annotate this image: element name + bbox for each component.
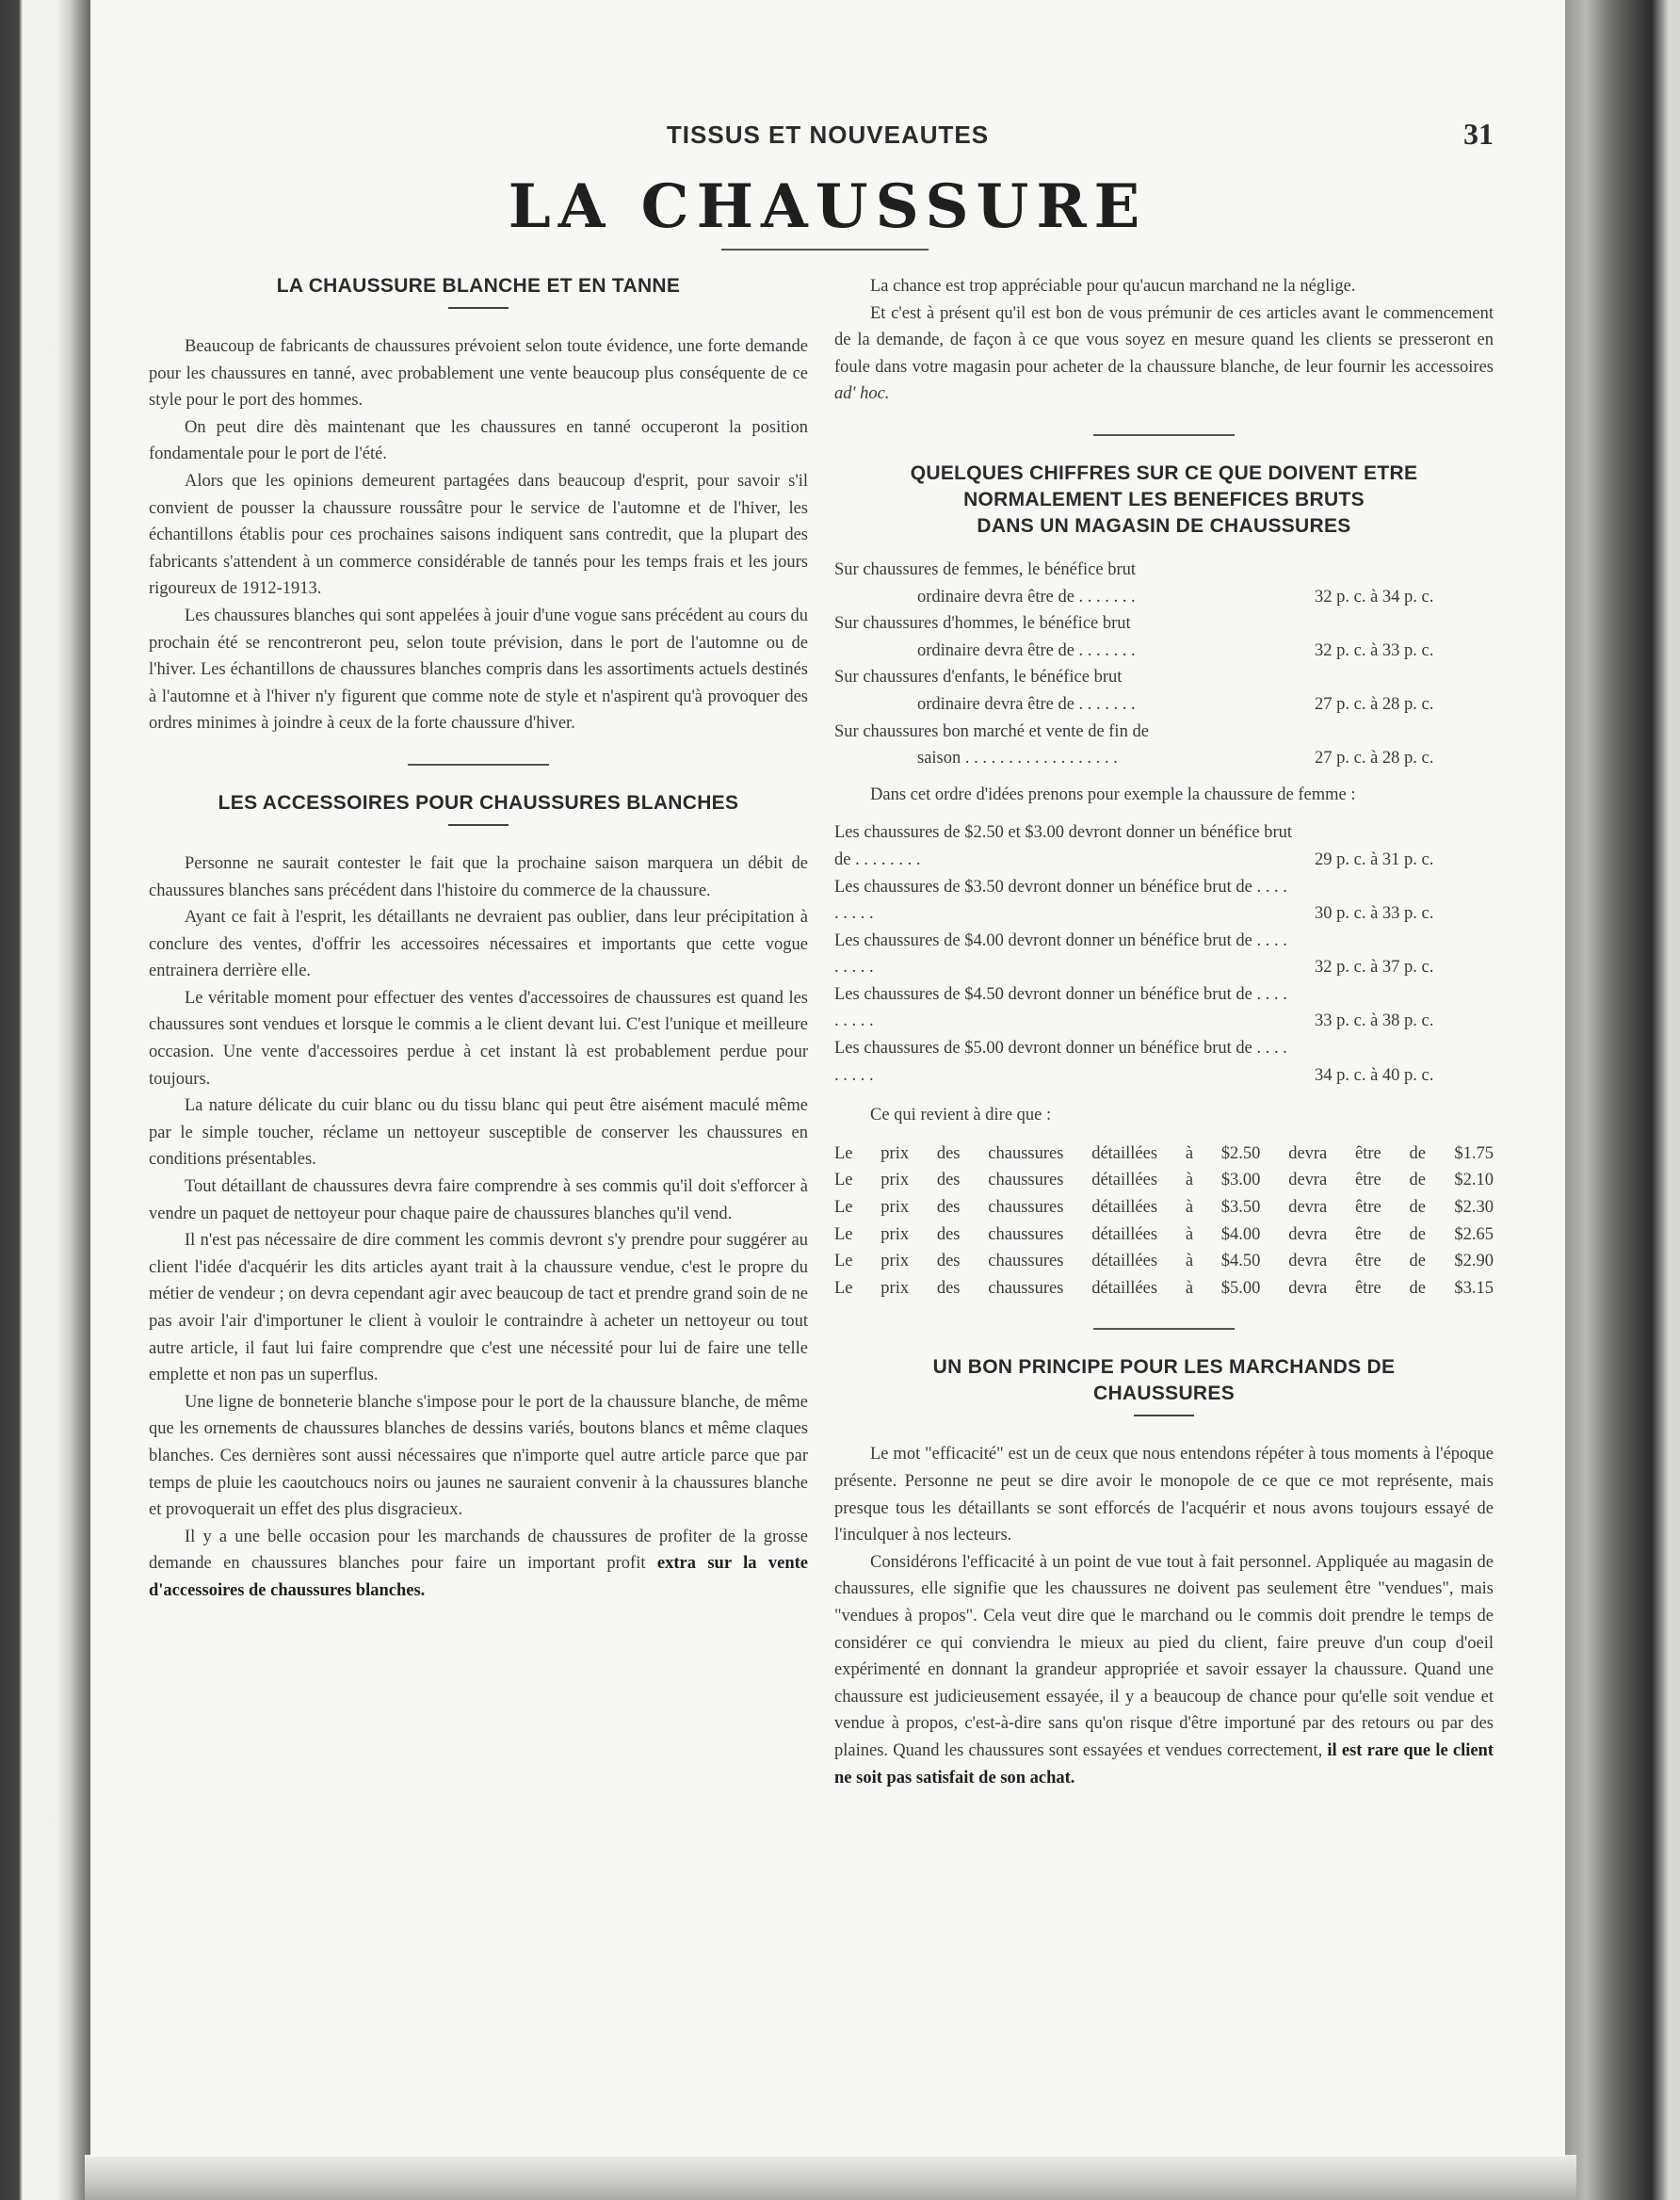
benefit-label: Les chaussures de $2.50 et $3.00 devront donner un bénéfice brut de . . . . . . . . — [834, 823, 1292, 869]
benefit-label: Les chaussures de $4.00 devront donner un bénéfice brut de . . . . . . . . . — [834, 930, 1287, 978]
benefit-label: Sur chaussures bon marché et vente de fin de — [834, 721, 1149, 741]
heading-line: CHAUSSURES — [1092, 1383, 1236, 1405]
section-divider — [1093, 1328, 1235, 1330]
section-heading-bon-principe — [834, 1354, 1494, 1407]
paragraph-bold-text: extra sur la vente d'accessoires de chaussures blanches. — [149, 1554, 808, 1600]
paragraph: Ce qui revient à dire que : — [870, 1106, 1052, 1125]
left-page-edge — [0, 0, 90, 2200]
price-row — [834, 1275, 1494, 1302]
paragraph: On peut dire dès maintenant que les chaussures en tanné occuperont la position fondamentale pour le port de l'été. — [149, 417, 808, 464]
benefit-label-cont: ordinaire devra être de . . . . . . . — [917, 640, 1136, 660]
benefit-value: 33 p. c. à 38 p. c. — [1315, 1011, 1434, 1031]
price-value: $2.10 — [1454, 1171, 1494, 1190]
section-heading-accessoires: LES ACCESSOIRES POUR CHAUSSURES BLANCHES — [218, 791, 739, 814]
section-divider — [1093, 434, 1235, 436]
benefit-label-cont: saison . . . . . . . . . . . . . . . . . . — [917, 749, 1118, 768]
section-heading-chaussure-blanche: LA CHAUSSURE BLANCHE ET EN TANNE — [276, 275, 681, 297]
price-row — [834, 1221, 1494, 1249]
benefit-row — [834, 610, 1494, 664]
heading-line: DANS UN MAGASIN DE CHAUSSURES — [977, 514, 1351, 537]
running-head: TISSUS ET NOUVEAUTES — [666, 121, 990, 149]
benefit-value: 32 p. c. à 33 p. c. — [1315, 640, 1434, 660]
paragraph-text: Et c'est à présent qu'il est bon de vous prémunir de ces articles avant le commencement de la demande, de façon à ce que vous soyez en mesure quand les clients se presseront en foule dans votre magasin pour acheter de la chaussure blanche, de leur fournir les accessoires — [834, 303, 1494, 377]
price-label: Le prix des chaussures détaillées à $3.50 devra être de — [834, 1198, 1426, 1218]
paragraph: La chance est trop appréciable pour qu'aucun marchand ne la néglige. — [870, 277, 1356, 296]
womens-benefit-row — [834, 981, 1494, 1035]
paragraph — [834, 1549, 1494, 1791]
price-row — [834, 1194, 1494, 1221]
womens-benefit-list — [834, 819, 1494, 1089]
price-row — [834, 1167, 1494, 1194]
section-heading-chiffres — [834, 461, 1494, 540]
heading-line: QUELQUES CHIFFRES SUR CE QUE DOIVENT ETRE — [910, 461, 1418, 484]
benefit-value: 27 p. c. à 28 p. c. — [1315, 694, 1434, 714]
section-divider — [408, 764, 549, 766]
paragraph: Il n'est pas nécessaire de dire comment les commis devront s'y prendre pour suggérer au client l'idée d'acquérir les dits articles ayant trait à la chaussure vendue, c'est le propre du métier de vendeur ; on devra cependant agir avec beaucoup de tact et prendre grand soin de ne pas avoir l'air d'importuner le client à vouloir le contraindre à acheter un nettoyeur ou tout autre article, il faut lui faire comprendre que c'est une nécessité pour lui de faire une telle emplette et non pas un superflus. — [149, 1231, 808, 1385]
paragraph: Personne ne saurait contester le fait que la prochaine saison marquera un débit de chaussures blanches sans précédent dans l'histoire du commerce de la chaussure. — [149, 853, 808, 900]
section-rule — [1134, 1415, 1194, 1416]
benefit-value: 27 p. c. à 28 p. c. — [1315, 749, 1434, 768]
paragraph-text: Il y a une belle occasion pour les marchands de chaussures de profiter de la grosse demande en chaussures blanches pour faire un important profit — [149, 1527, 808, 1574]
right-column — [834, 273, 1494, 1791]
paragraph-italic-text: ad' hoc. — [834, 384, 890, 404]
benefit-row — [834, 557, 1494, 610]
benefit-label: Sur chaussures de femmes, le bénéfice brut — [834, 559, 1137, 579]
benefit-label-cont: ordinaire devra être de . . . . . . . — [917, 694, 1136, 714]
paragraph: Le véritable moment pour effectuer des ventes d'accessoires de chaussures est quand les chaussures sont vendues et lorsque le commis a le client devant lui. C'est l'unique et meilleure occasion. Une vente d'accessoires perdue à cet instant là est probablement perdue pour toujours. — [149, 988, 808, 1089]
heading-line: NORMALEMENT LES BENEFICES BRUTS — [963, 488, 1365, 510]
paragraph-bold-text: il est rare que le client ne soit pas satisfait de son achat. — [834, 1740, 1494, 1788]
paragraph: Alors que les opinions demeurent partagées dans beaucoup d'esprit, pour savoir s'il convient de pousser la chaussure roussâtre pour le service de l'automne et de l'hiver, les échantillons établis pour ces prochaines saisons indiquent sans contredit, que la plupart des fabricants s'attendent à un commerce considérable de tannés pour les temps frais et les jours rigoureux de 1912-1913. — [149, 471, 808, 599]
page-number: 31 — [1463, 117, 1494, 151]
paragraph-text: Considérons l'efficacité à un point de vue tout à fait personnel. Appliquée au magasin de chaussures, elle signifie que les chaussures ne doivent pas seulement être "vendues", mais "vendues à propos". Cela veut dire que le marchand ou le commis doit prendre le temps de considérer ce qui conviendra le mieux au pied du client, faire preuve d'un coup d'oeil expérimenté en donnant la grandeur appropriée et savoir essayer la chaussure. Quand une chaussure est judicieusement essayée, il y a beaucoup de chance pour qu'elle soit vendue et vendue à propos, c'est-à-dire sans qu'on risque d'être importuné par des retours ou par des plaines. Quand les chaussures sont essayées et vendues correctement, — [834, 1552, 1494, 1760]
price-value: $1.75 — [1454, 1143, 1494, 1163]
paragraph: Le mot "efficacité" est un de ceux que nous entendons répéter à tous moments à l'époque présente. Personne ne peut se dire avoir le monopole de ce que ce mot représente, mais presque tous les détaillants se sont efforcés de l'acquérir et nous avons toujours essayé de l'inculquer à nos lecteurs. — [834, 1445, 1494, 1545]
benefit-label: Les chaussures de $4.50 devront donner un bénéfice brut de . . . . . . . . . — [834, 984, 1287, 1031]
price-label: Le prix des chaussures détaillées à $5.00 devra être de — [834, 1278, 1426, 1298]
price-row — [834, 1140, 1494, 1168]
title-rule — [721, 249, 929, 251]
benefit-label: Sur chaussures d'enfants, le bénéfice brut — [834, 668, 1123, 688]
paragraph: Les chaussures blanches qui sont appelées à jouir d'une vogue sans précédent au cours du prochain été se rencontreront peu, selon toute prévision, dans le port de l'automne ou de l'hiver. Les échantillons de chaussures blanches compris dans les assortiments actuels destinés à l'automne et à l'hiver n'y figurent que comme note de style et n'aspirent qu'à provoquer des ordres minimes à joindre à ceux de la forte chaussure d'hiver. — [149, 606, 808, 734]
paragraph: Beaucoup de fabricants de chaussures prévoient selon toute évidence, une forte demande pour les chaussures en tanné, avec probablement une vente beaucoup plus conséquente de ce style pour le port des hommes. — [149, 337, 808, 411]
paragraph: Tout détaillant de chaussures devra faire comprendre à ses commis qu'il doit s'efforcer à vendre un paquet de nettoyeur pour chaque paire de chaussures blanches qu'il vend. — [149, 1177, 808, 1223]
womens-benefit-row — [834, 1035, 1494, 1089]
section-rule — [448, 307, 509, 309]
price-value: $2.90 — [1454, 1252, 1494, 1271]
page-title: LA CHAUSSURE — [508, 171, 1148, 242]
book-fore-edge — [1558, 0, 1680, 2200]
paragraph — [834, 300, 1494, 408]
benefit-value: 34 p. c. à 40 p. c. — [1315, 1065, 1434, 1085]
paragraph: Ayant ce fait à l'esprit, les détaillants ne devraient pas oublier, dans leur précipitation à conclure des ventes, d'offrir les accessoires nécessaires et importants que cette vogue entrainera derrière elle. — [149, 908, 808, 981]
benefit-value: 30 p. c. à 33 p. c. — [1315, 904, 1434, 924]
womens-benefit-row — [834, 819, 1494, 873]
price-value: $2.65 — [1454, 1224, 1494, 1244]
benefit-label-cont: ordinaire devra être de . . . . . . . — [917, 587, 1136, 607]
womens-benefit-row — [834, 874, 1494, 928]
price-list — [834, 1140, 1494, 1302]
price-label: Le prix des chaussures détaillées à $4.00 devra être de — [834, 1224, 1426, 1244]
benefit-label: Sur chaussures d'hommes, le bénéfice brut — [834, 614, 1131, 634]
left-column — [149, 273, 808, 1605]
heading-line: UN BON PRINCIPE POUR LES MARCHANDS DE — [932, 1356, 1396, 1379]
womens-benefit-row — [834, 928, 1494, 981]
section-rule — [448, 824, 509, 826]
price-label: Le prix des chaussures détaillées à $4.50 devra être de — [834, 1252, 1426, 1271]
page — [90, 0, 1565, 2157]
benefit-list — [834, 557, 1494, 772]
benefit-value: 32 p. c. à 34 p. c. — [1315, 587, 1434, 607]
benefit-value: 29 p. c. à 31 p. c. — [1315, 849, 1434, 869]
price-value: $3.15 — [1454, 1278, 1494, 1298]
benefit-label: Les chaussures de $5.00 devront donner un bénéfice brut de . . . . . . . . . — [834, 1039, 1287, 1085]
benefit-label: Les chaussures de $3.50 devront donner un bénéfice brut de . . . . . . . . . — [834, 877, 1287, 924]
benefit-value: 32 p. c. à 37 p. c. — [1315, 958, 1434, 978]
price-row — [834, 1248, 1494, 1275]
paragraph — [149, 1524, 808, 1605]
paragraph: Dans cet ordre d'idées prenons pour exemple la chaussure de femme : — [870, 785, 1356, 804]
price-label: Le prix des chaussures détaillées à $2.50 devra être de — [834, 1143, 1426, 1163]
price-value: $2.30 — [1454, 1198, 1494, 1218]
benefit-row — [834, 719, 1494, 772]
benefit-row — [834, 664, 1494, 718]
paragraph: Une ligne de bonneterie blanche s'impose pour le port de la chaussure blanche, de même que les ornements de chaussures blanches de dessins variés, boutons blancs et même claques blanches. Ces dernières sont aussi nécessaires que n'importe quel autre article parce que par temps de pluie les caoutchoucs noirs ou jaunes ne sauraient convenir à la chaussures blanche et provoquerait un effet des plus disgracieux. — [149, 1392, 808, 1520]
paragraph: La nature délicate du cuir blanc ou du tissu blanc qui peut être aisément maculé même par le simple toucher, réclame un nettoyeur susceptible de conserver les chaussures en conditions présentables. — [149, 1096, 808, 1170]
price-label: Le prix des chaussures détaillées à $3.00 devra être de — [834, 1171, 1426, 1190]
bottom-page-edge — [85, 2155, 1576, 2200]
